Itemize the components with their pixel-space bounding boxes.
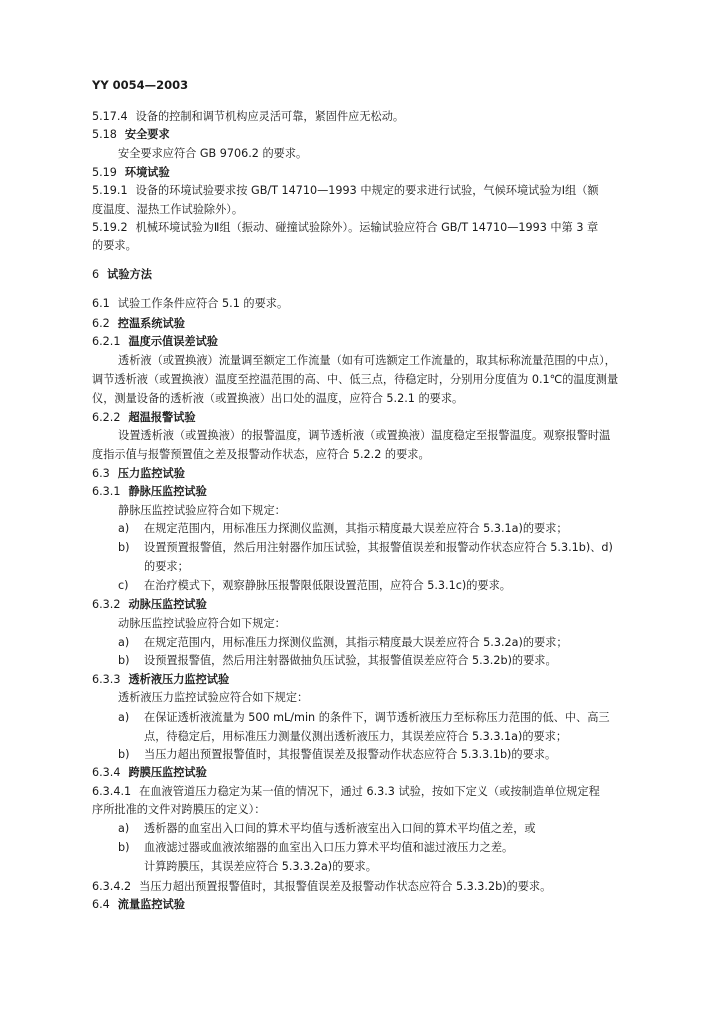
clause-text: 设备的环境试验要求按 GB/T 14710—1993 中规定的要求进行试验，气候环境试验为Ⅰ组（额 bbox=[135, 184, 599, 197]
paragraph-continuation: 序所批准的文件对跨膜压的定义）： bbox=[92, 803, 266, 816]
paragraph-continuation: 调节透析液（或置换液）温度至控温范围的高、中、低三点，待稳定时，分别用分度值为 0.1℃的温度测量 bbox=[92, 373, 619, 386]
clause-text: 透析液压力监控试验 bbox=[128, 673, 230, 686]
list-item-text: 透析器的血室出入口间的算术平均值与透析液室出入口间的算术平均值之差，或 bbox=[144, 822, 536, 835]
list-item bbox=[118, 654, 557, 668]
clause-text: 设备的控制和调节机构应灵活可靠，紧固件应无松动。 bbox=[135, 110, 405, 123]
clause-line bbox=[92, 184, 599, 198]
clause-text: 静脉压监控试验 bbox=[128, 485, 207, 498]
clause-number: 6.3.2 bbox=[92, 598, 121, 611]
list-marker: b) bbox=[118, 654, 130, 667]
clause-number: 6.3.4.1 bbox=[92, 785, 132, 798]
clause-text: 流量监控试验 bbox=[117, 898, 185, 911]
clause-text: 超温报警试验 bbox=[128, 411, 196, 424]
list-item bbox=[118, 636, 568, 650]
list-item bbox=[118, 579, 511, 593]
list-item bbox=[118, 748, 556, 762]
section-heading bbox=[92, 485, 207, 499]
list-item-text: 在保证透析液流量为 500 mL/min 的条件下，调节透析液压力至标称压力范围的低、中、高三 bbox=[144, 711, 610, 724]
list-item-continuation: 点，待稳定后，用标准压力测量仪测出透析液压力，其误差应符合 5.3.3.1a)的要求； bbox=[144, 730, 568, 743]
section-heading bbox=[92, 411, 196, 425]
clause-number: 5.18 bbox=[92, 128, 117, 141]
clause-number: 6.3.4.2 bbox=[92, 880, 132, 893]
clause-number: 5.17.4 bbox=[92, 110, 128, 123]
paragraph-line: 静脉压监控试验应符合如下规定： bbox=[118, 504, 286, 517]
clause-number: 6 bbox=[92, 268, 100, 281]
list-item-continuation: 计算跨膜压，其误差应符合 5.3.3.2a)的要求。 bbox=[144, 860, 377, 873]
clause-line bbox=[92, 221, 598, 235]
section-heading bbox=[92, 335, 218, 349]
clause-text: 压力监控试验 bbox=[117, 467, 185, 480]
clause-number: 6.4 bbox=[92, 898, 110, 911]
section-heading bbox=[92, 598, 207, 612]
clause-text: 在血液管道压力稳定为某一值的情况下，通过 6.3.3 试验，按如下定义（或按制造单位规定程 bbox=[139, 785, 600, 798]
clause-number: 6.3 bbox=[92, 467, 110, 480]
list-item bbox=[118, 541, 613, 555]
paragraph-continuation: 仪，测量设备的透析液（或置换液）出口处的温度，应符合 5.2.1 的要求。 bbox=[92, 392, 464, 405]
list-marker: b) bbox=[118, 841, 130, 854]
clause-line bbox=[92, 297, 288, 311]
clause-number: 6.2.2 bbox=[92, 411, 121, 424]
list-item-text: 血液滤过器或血液浓缩器的血室出入口压力算术平均值和滤过液压力之差。 bbox=[144, 841, 514, 854]
list-item bbox=[118, 822, 536, 836]
list-item-text: 当压力超出预置报警值时，其报警值误差及报警动作状态应符合 5.3.3.1b)的要求。 bbox=[144, 748, 557, 761]
list-marker: b) bbox=[118, 541, 130, 554]
list-item bbox=[118, 841, 513, 855]
list-marker: c) bbox=[118, 579, 129, 592]
section-heading bbox=[92, 467, 185, 481]
list-item-text: 在规定范围内，用标准压力探测仪监测，其指示精度最大误差应符合 5.3.2a)的要求； bbox=[144, 636, 568, 649]
paragraph-line: 安全要求应符合 GB 9706.2 的要求。 bbox=[118, 147, 308, 160]
clause-number: 5.19.1 bbox=[92, 184, 128, 197]
clause-text: 动脉压监控试验 bbox=[128, 598, 207, 611]
section-heading bbox=[92, 898, 185, 912]
standard-header: YY 0054—2003 bbox=[92, 78, 189, 92]
clause-number: 6.1 bbox=[92, 297, 110, 310]
list-marker: a) bbox=[118, 711, 130, 724]
section-heading bbox=[92, 317, 185, 331]
list-marker: a) bbox=[118, 822, 130, 835]
list-item-text: 在规定范围内，用标准压力探測仪监测，其指示精度最大误差应符合 5.3.1a)的要求； bbox=[144, 522, 568, 535]
paragraph-continuation: 度温度、湿热工作试验除外）。 bbox=[92, 203, 244, 216]
paragraph-line: 透析液压力监控试验应符合如下规定： bbox=[118, 691, 309, 704]
clause-text: 当压力超出预置报警值时，其报警值误差及报警动作状态应符合 5.3.3.2b)的要求。 bbox=[139, 880, 552, 893]
list-item-continuation: 的要求； bbox=[144, 560, 189, 573]
clause-number: 5.19 bbox=[92, 166, 117, 179]
paragraph-continuation: 度指示值与报警预置值之差及报警动作状态，应符合 5.2.2 的要求。 bbox=[92, 448, 430, 461]
clause-text: 环境试验 bbox=[124, 166, 170, 179]
clause-number: 5.19.2 bbox=[92, 221, 128, 234]
section-heading bbox=[92, 766, 207, 780]
list-item bbox=[118, 522, 568, 536]
list-marker: a) bbox=[118, 636, 130, 649]
clause-number: 6.2 bbox=[92, 317, 110, 330]
clause-text: 温度示值误差试验 bbox=[128, 335, 218, 348]
list-item-text: 在治疗模式下，观察静脉压报警限低限设置范围，应符合 5.3.1c)的要求。 bbox=[144, 579, 511, 592]
paragraph-line: 动脉压监控试验应符合如下规定： bbox=[118, 617, 286, 630]
clause-number: 6.3.1 bbox=[92, 485, 121, 498]
clause-text: 控温系统试验 bbox=[117, 317, 185, 330]
list-marker: b) bbox=[118, 748, 130, 761]
list-item-text: 设置预置报警值，然后用注射器作加压试验，其报警值误差和报警动作状态应符合 5.3.1b)、d) bbox=[144, 541, 613, 554]
clause-number: 6.3.3 bbox=[92, 673, 121, 686]
list-item bbox=[118, 711, 610, 725]
clause-line bbox=[92, 110, 404, 124]
clause-line bbox=[92, 880, 551, 894]
section-heading bbox=[92, 673, 229, 687]
clause-text: 安全要求 bbox=[124, 128, 170, 141]
section-heading bbox=[92, 268, 152, 282]
clause-number: 6.3.4 bbox=[92, 766, 121, 779]
clause-text: 跨膜压监控试验 bbox=[128, 766, 207, 779]
paragraph-line: 设置透析液（或置换液）的报警温度，调节透析液（或置换液）温度稳定至报警温度。观察报警时温 bbox=[118, 429, 611, 442]
clause-number: 6.2.1 bbox=[92, 335, 121, 348]
paragraph-line: 透析液（或置换液）流量调至额定工作流量（如有可选额定工作流量的，取其标称流量范围的中点）， bbox=[118, 354, 616, 367]
paragraph-continuation: 的要求。 bbox=[92, 239, 137, 252]
list-item-text: 设预置报警值，然后用注射器做抽负压试验，其报警值误差应符合 5.3.2b)的要求。 bbox=[144, 654, 557, 667]
clause-text: 机械环境试验为Ⅱ组（振动、碰撞试验除外）。运输试验应符合 GB/T 14710—1993 中第 3 章 bbox=[135, 221, 599, 234]
list-marker: a) bbox=[118, 522, 130, 535]
clause-text: 试验工作条件应符合 5.1 的要求。 bbox=[117, 297, 289, 310]
clause-text: 试验方法 bbox=[107, 268, 152, 281]
section-heading bbox=[92, 166, 170, 180]
section-heading bbox=[92, 128, 170, 142]
clause-line bbox=[92, 785, 600, 799]
